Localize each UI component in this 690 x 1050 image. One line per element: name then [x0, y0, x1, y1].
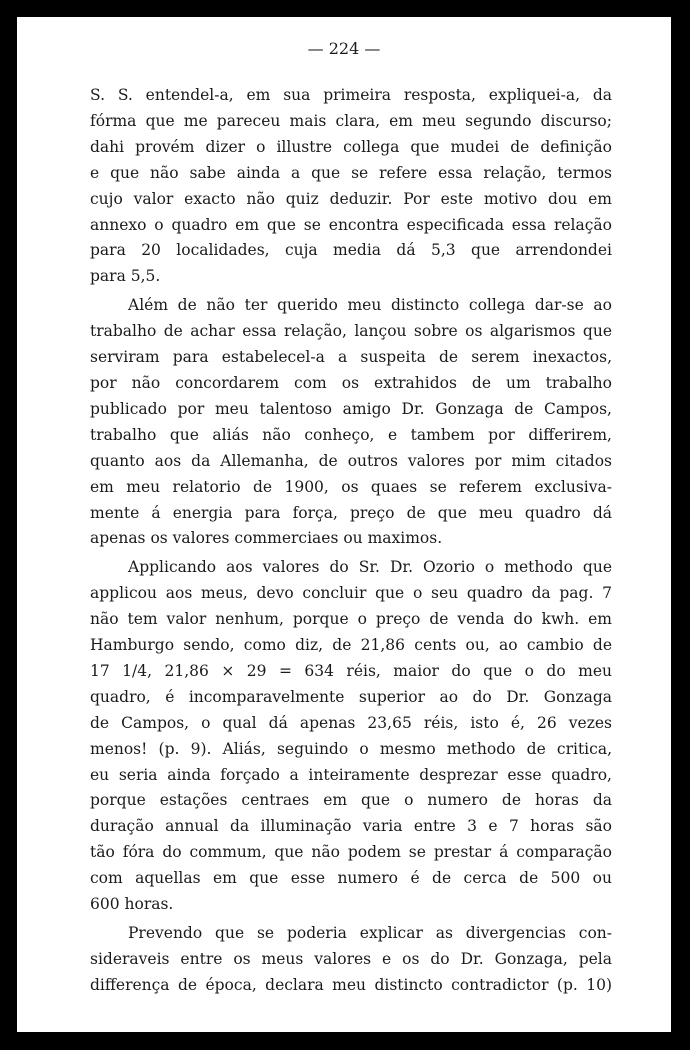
text-line: tão fóra do commum, que não podem se prestar á comparação: [90, 843, 612, 862]
text-line: Além de não ter querido meu distincto collega dar-se ao: [128, 296, 612, 315]
text-line: mente á energia para força, preço de que meu quadro dá: [90, 503, 612, 522]
paragraph: [90, 555, 612, 918]
text-line: cujo valor exacto não quiz deduzir. Por este motivo dou em: [90, 189, 612, 208]
text-line: serviram para estabelecel-a a suspeita de serem inexactos,: [90, 348, 612, 367]
text-line: duração annual da illuminação varia entre 3 e 7 horas são: [90, 817, 612, 836]
text-line: differença de época, declara meu distincto contradictor (p. 10): [90, 975, 612, 994]
text-line: menos! (p. 9). Aliás, seguindo o mesmo methodo de critica,: [90, 739, 612, 758]
text-line: Prevendo que se poderia explicar as divergencias con-: [128, 924, 612, 942]
text-line: 17 1/4, 21,86 × 29 = 634 réis, maior do que o do meu: [90, 661, 612, 680]
body-text: [90, 83, 612, 999]
text-line: fórma que me pareceu mais clara, em meu segundo discurso;: [90, 111, 612, 130]
text-line: porque estações centraes em que o numero de horas da: [90, 791, 612, 810]
text-line: S. S. entendel-a, em sua primeira resposta, expliquei-a, da: [90, 86, 612, 104]
book-page: [17, 17, 671, 1032]
text-line: annexo o quadro em que se encontra especificada essa relação: [90, 215, 612, 234]
text-line: sideraveis entre os meus valores e os do Dr. Gonzaga, pela: [90, 949, 612, 968]
text-line: Hamburgo sendo, como diz, de 21,86 cents ou, ao cambio de: [90, 636, 612, 655]
text-line: trabalho de achar essa relação, lançou sobre os algarismos que: [90, 322, 612, 341]
text-line: de Campos, o qual dá apenas 23,65 réis, isto é, 26 vezes: [90, 713, 612, 732]
text-line: por não concordarem com os extrahidos de um trabalho: [90, 373, 612, 392]
page-number: — 224 —: [307, 39, 381, 58]
paragraph: [90, 293, 612, 552]
text-line: para 20 localidades, cuja media dá 5,3 que arrendondei: [90, 241, 612, 260]
text-line: publicado por meu talentoso amigo Dr. Gonzaga de Campos,: [90, 399, 612, 418]
text-line: e que não sabe ainda a que se refere essa relação, termos: [90, 163, 612, 182]
paragraph: [90, 921, 612, 999]
text-line: 600 horas.: [90, 895, 174, 914]
text-line: applicou aos meus, devo concluir que o seu quadro da pag. 7: [90, 584, 612, 603]
text-line: para 5,5.: [90, 267, 161, 286]
text-line: Applicando aos valores do Sr. Dr. Ozorio o methodo que: [128, 558, 612, 577]
text-line: em meu relatorio de 1900, os quaes se referem exclusiva-: [90, 477, 612, 496]
text-line: eu seria ainda forçado a inteiramente desprezar esse quadro,: [90, 765, 612, 784]
paragraph: [90, 83, 612, 290]
text-line: trabalho que aliás não conheço, e tambem por differirem,: [90, 425, 612, 444]
text-line: apenas os valores commerciaes ou maximos.: [90, 529, 443, 548]
text-line: quadro, é incomparavelmente superior ao do Dr. Gonzaga: [90, 687, 612, 706]
text-line: dahi provém dizer o illustre collega que mudei de definição: [90, 137, 612, 156]
text-line: quanto aos da Allemanha, de outros valores por mim citados: [90, 451, 612, 470]
text-line: não tem valor nenhum, porque o preço de venda do kwh. em: [90, 610, 612, 629]
text-line: com aquellas em que esse numero é de cerca de 500 ou: [90, 869, 612, 888]
